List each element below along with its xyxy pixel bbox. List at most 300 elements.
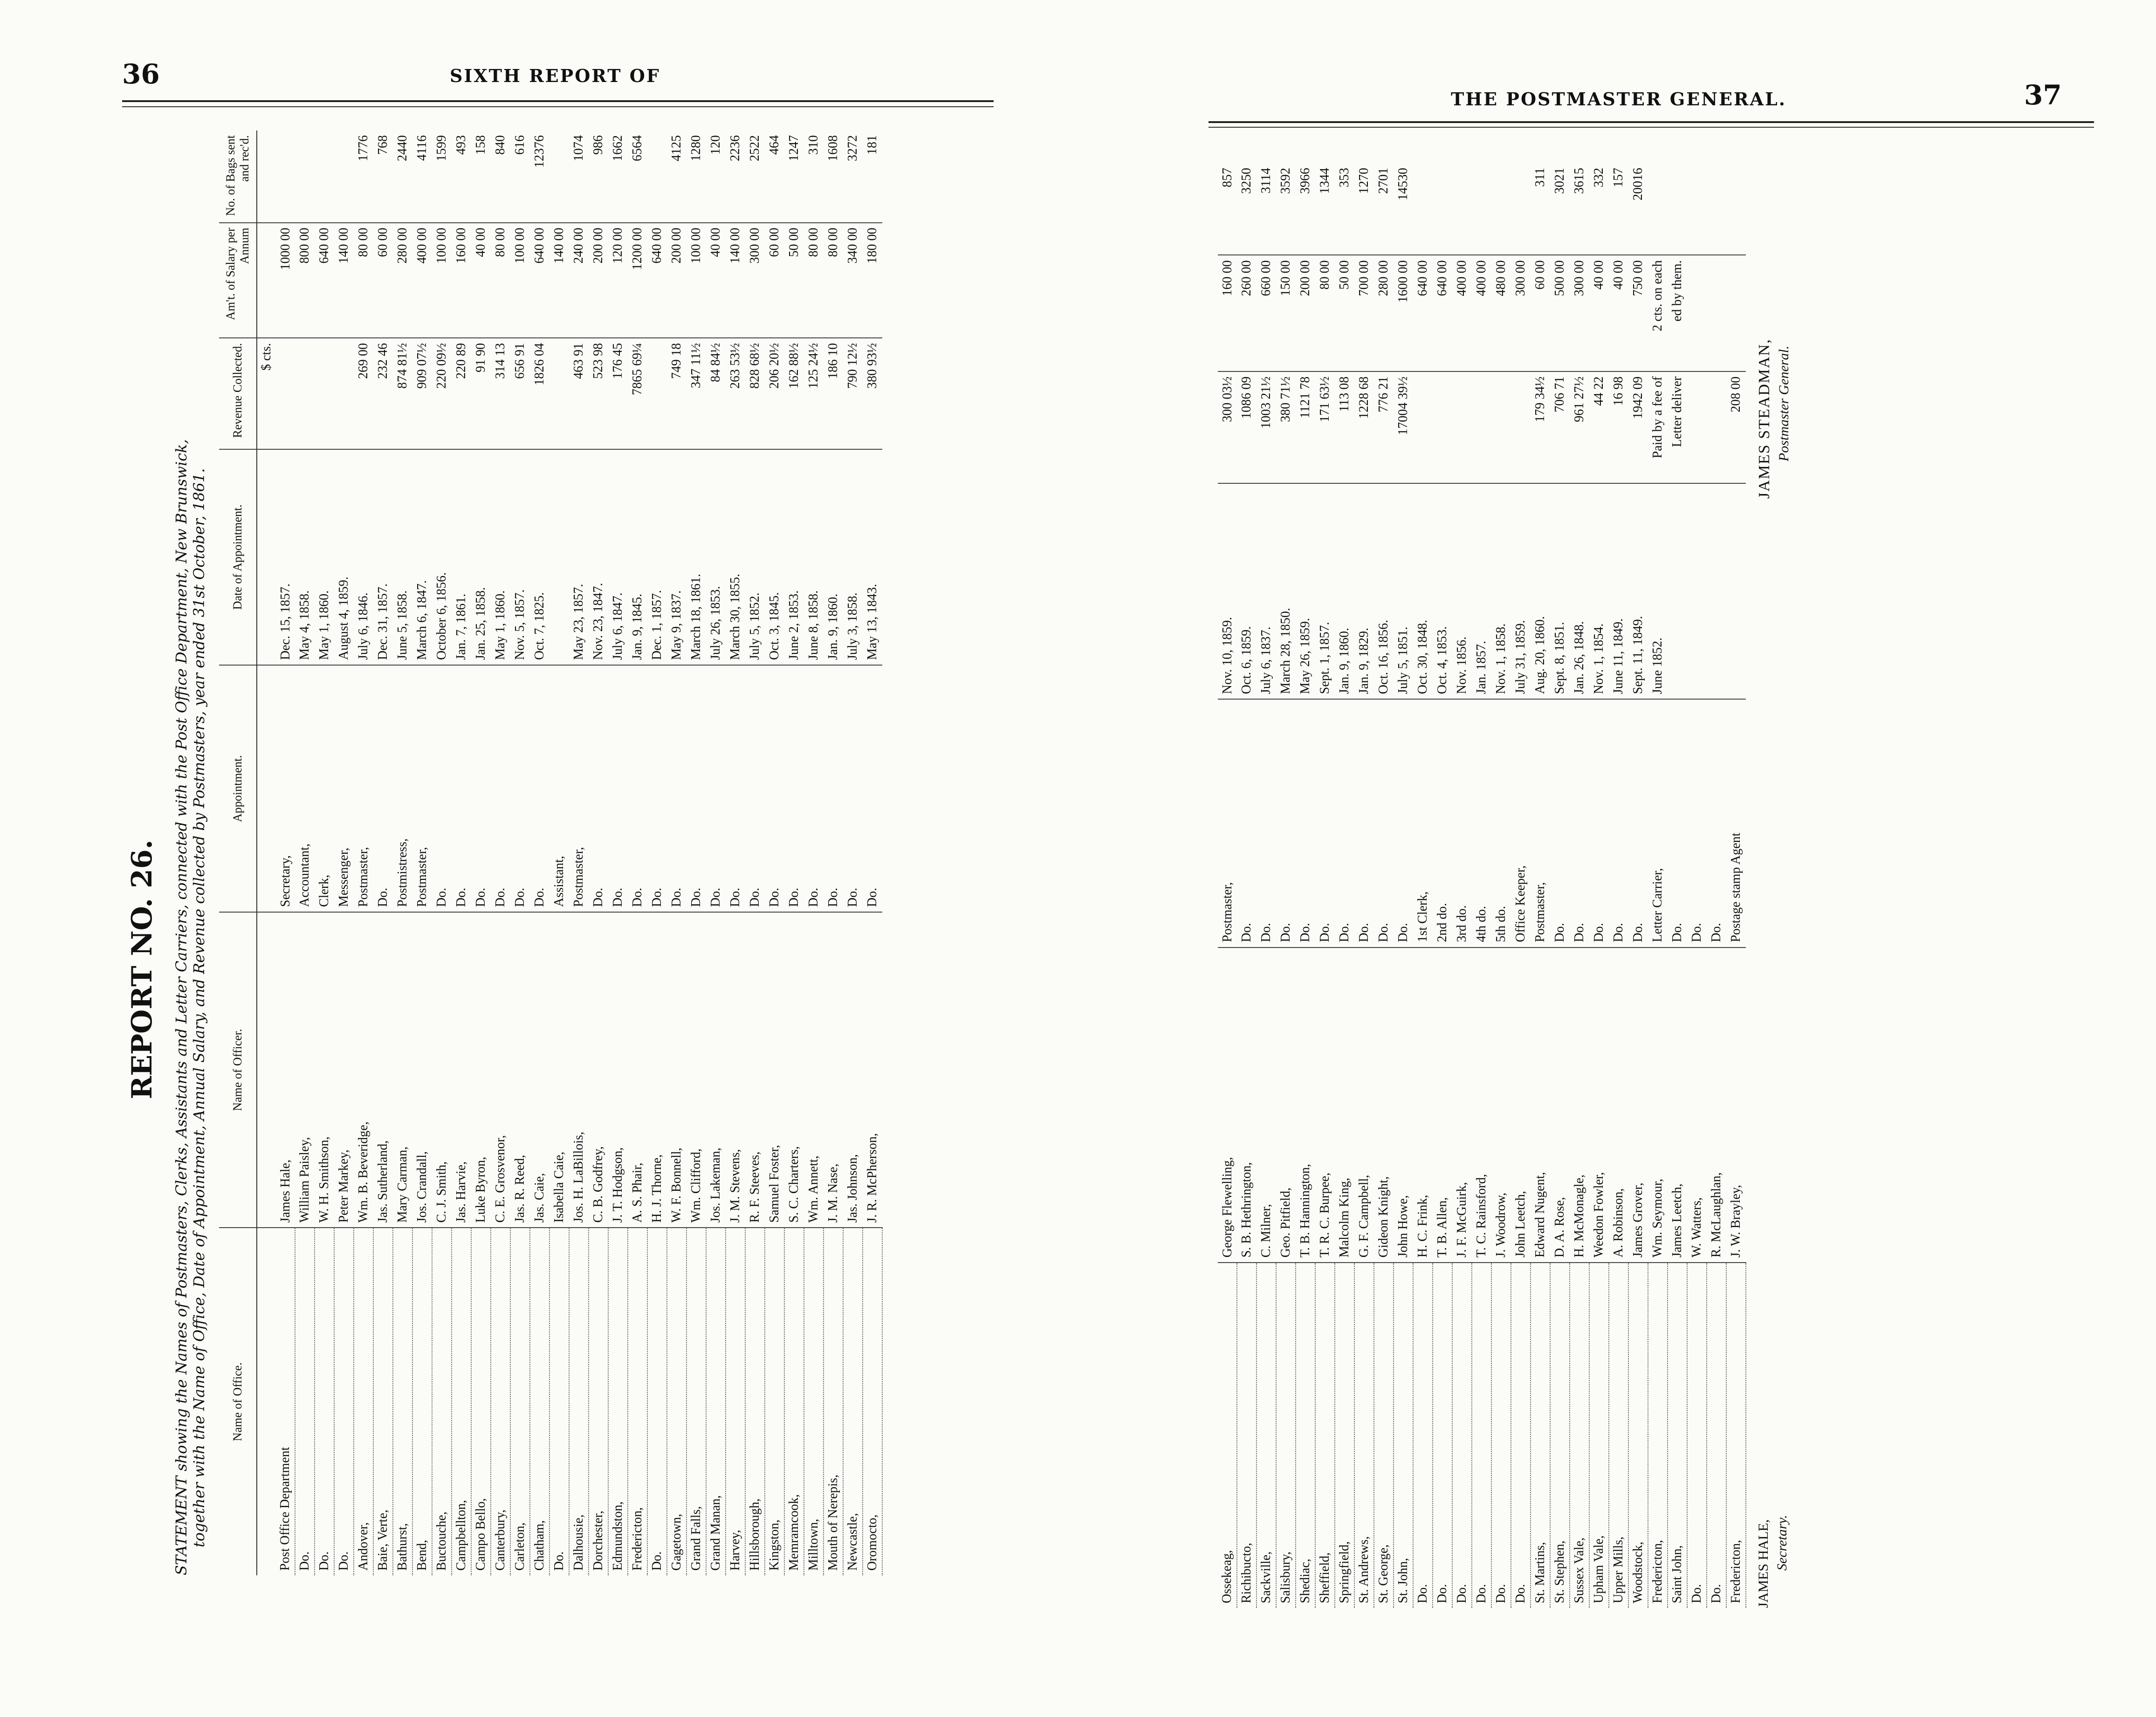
running-head-right: THE POSTMASTER GENERAL. [1451, 89, 1786, 110]
appointment-cell: Postmaster, [354, 665, 373, 912]
officer-name-cell: Luke Byron, [471, 912, 491, 1228]
appointment-date-cell: July 5, 1851. [1394, 483, 1413, 699]
table-row [1491, 163, 1511, 1608]
bags-cell: 3250 [1239, 168, 1254, 194]
officer-name-cell: Peter Markey, [334, 912, 354, 1228]
appointment-date-cell: Jan. 26, 1848. [1570, 483, 1589, 699]
appointment-date-cell [549, 449, 569, 666]
table-row [354, 130, 373, 1575]
salary-cell: 640 00 [647, 223, 667, 338]
salary-cell: 640 00 [530, 223, 549, 338]
table-row [1628, 163, 1648, 1608]
left-table-body [257, 130, 882, 1575]
salary-cell: 60 00 [373, 223, 393, 338]
salary-cell: 150 00 [1276, 255, 1296, 371]
appointment-date-cell: Jan. 7, 1861. [452, 449, 471, 666]
table-row [1531, 163, 1550, 1608]
appointment-date-cell: March 30, 1855. [726, 449, 745, 666]
revenue-cell: 179 34½ [1531, 371, 1550, 484]
revenue-cell [1472, 371, 1491, 484]
revenue-cell: Letter deliver [1668, 371, 1687, 484]
appointment-cell: 4th do. [1472, 699, 1491, 947]
appointment-date-cell [1707, 483, 1726, 699]
salary-cell: 40 00 [1609, 255, 1628, 371]
appointment-cell: 1st Clerk, [1413, 699, 1433, 947]
appointment-cell: 3rd do. [1452, 699, 1472, 947]
currency-cell [257, 130, 276, 223]
appointment-cell: Do. [510, 665, 530, 912]
revenue-cell: 208 00 [1726, 371, 1746, 484]
officer-name-cell: T. B. Allen, [1433, 948, 1452, 1263]
bags-cell: 1608 [826, 135, 840, 161]
office-name-cell: Saint John, [1668, 1263, 1687, 1608]
appointment-cell: Do. [647, 665, 667, 912]
salary-cell: 400 00 [1452, 255, 1472, 371]
office-name-cell: Mouth of Nerepis, [824, 1228, 843, 1575]
table-row [412, 130, 432, 1575]
bags-cell: 12376 [532, 135, 547, 168]
appointment-cell: Postmistress, [393, 665, 412, 912]
col-name-of-office: Name of Office. [219, 1228, 257, 1575]
officer-name-cell: S. C. Charters, [784, 912, 804, 1228]
bags-cell: 1280 [689, 135, 703, 161]
office-name-cell: Do. [1707, 1263, 1726, 1608]
appointment-cell: Do. [804, 665, 824, 912]
appointment-date-cell: May 9, 1837. [667, 449, 687, 666]
bags-cell [1433, 163, 1452, 255]
appointment-date-cell: Jan. 1857. [1472, 483, 1491, 699]
table-row [1276, 163, 1296, 1608]
salary-cell: 140 00 [334, 223, 354, 338]
office-name-cell: Fredericton, [1726, 1263, 1746, 1608]
appointment-date-cell: May 1, 1860. [315, 449, 334, 666]
officer-name-cell: T. B. Hannington, [1296, 948, 1315, 1263]
table-row [687, 130, 706, 1575]
revenue-cell: 186 10 [824, 338, 843, 449]
table-row [589, 130, 608, 1575]
appointment-date-cell: Oct. 4, 1853. [1433, 483, 1452, 699]
appointment-cell: Letter Carrier, [1648, 699, 1668, 947]
officer-name-cell: Wm. Seymour, [1648, 948, 1668, 1263]
bags-cell: 3592 [1278, 168, 1293, 194]
appointment-cell: Postmaster, [1218, 699, 1237, 947]
table-row [863, 130, 882, 1575]
appointment-cell: Do. [1335, 699, 1354, 947]
salary-cell: 660 00 [1257, 255, 1276, 371]
appointment-cell: Do. [1257, 699, 1276, 947]
appointment-date-cell: Oct. 6, 1859. [1237, 483, 1257, 699]
bags-cell: 6564 [630, 135, 645, 161]
salary-cell: 40 00 [1589, 255, 1609, 371]
bags-cell: 1599 [434, 135, 449, 161]
bags-cell: 4125 [669, 135, 684, 161]
revenue-cell: 84 84½ [706, 338, 726, 449]
salary-cell: 400 00 [412, 223, 432, 338]
appointment-date-cell: March 28, 1850. [1276, 483, 1296, 699]
office-name-cell: Do. [549, 1228, 569, 1575]
right-page [1078, 0, 2156, 1717]
office-name-cell: Milltown, [804, 1228, 824, 1575]
revenue-cell: 162 88½ [784, 338, 804, 449]
revenue-cell [1511, 371, 1531, 484]
office-name-cell: Do. [315, 1228, 334, 1575]
office-name-cell: Do. [295, 1228, 315, 1575]
revenue-cell: 206 20½ [765, 338, 784, 449]
revenue-cell: Paid by a fee of [1648, 371, 1668, 484]
salary-cell: 240 00 [569, 223, 589, 338]
table-row [706, 130, 726, 1575]
revenue-cell: 380 93½ [863, 338, 882, 449]
office-name-cell: Do. [334, 1228, 354, 1575]
appointment-date-cell: Jan. 9, 1845. [628, 449, 647, 666]
appointment-cell: Do. [1589, 699, 1609, 947]
appointment-cell: 5th do. [1491, 699, 1511, 947]
office-name-cell: Richibucto, [1237, 1263, 1257, 1608]
revenue-cell: 171 63½ [1315, 371, 1335, 484]
office-name-cell: Edmundston, [608, 1228, 628, 1575]
salary-cell: 280 00 [1374, 255, 1394, 371]
bags-cell: 353 [1337, 168, 1352, 187]
bags-cell [1511, 163, 1531, 255]
table-row [276, 130, 295, 1575]
revenue-cell [295, 338, 315, 449]
bags-cell: 1776 [356, 135, 371, 161]
officer-name-cell: Wm. Clifford, [687, 912, 706, 1228]
table-row [726, 130, 745, 1575]
bags-cell [334, 130, 354, 223]
appointment-cell: Do. [530, 665, 549, 912]
bags-cell: 3021 [1552, 168, 1567, 194]
appointment-cell: Postage stamp Agent [1726, 699, 1746, 947]
bags-cell [1648, 163, 1668, 255]
bags-cell: 3272 [845, 135, 860, 161]
office-name-cell: St. John, [1394, 1263, 1413, 1608]
table-row [393, 130, 412, 1575]
salary-cell: 200 00 [1296, 255, 1315, 371]
appointment-cell: Do. [1276, 699, 1296, 947]
appointment-cell: 2nd do. [1433, 699, 1452, 947]
officer-name-cell: R. McLaughlan, [1707, 948, 1726, 1263]
appointment-date-cell: May 13, 1843. [863, 449, 882, 666]
salary-cell: 1600 00 [1394, 255, 1413, 371]
officer-name-cell: Malcolm King, [1335, 948, 1354, 1263]
bags-cell: 1247 [787, 135, 801, 161]
appointment-date-cell: Nov. 1, 1858. [1491, 483, 1511, 699]
appointment-cell: Do. [1354, 699, 1374, 947]
revenue-cell [334, 338, 354, 449]
pmg-title: Postmaster General. [1776, 345, 1792, 461]
officer-name-cell: G. F. Campbell, [1354, 948, 1374, 1263]
officer-name-cell: George Flewelling, [1218, 948, 1237, 1263]
office-name-cell: Campo Bello, [471, 1228, 491, 1575]
office-name-cell: Sackville, [1257, 1263, 1276, 1608]
bags-cell: 2701 [1376, 168, 1391, 194]
appointment-date-cell: Dec. 1, 1857. [647, 449, 667, 666]
salary-cell: 50 00 [784, 223, 804, 338]
report-title: REPORT NO. 26. [126, 839, 158, 1099]
salary-cell: 180 00 [863, 223, 882, 338]
appointment-date-cell: March 18, 1861. [687, 449, 706, 666]
salary-cell: 140 00 [549, 223, 569, 338]
bags-cell: 2236 [728, 135, 742, 161]
col-name-of-officer: Name of Officer. [219, 912, 257, 1228]
table-row [1707, 163, 1726, 1608]
appointment-cell: Do. [784, 665, 804, 912]
table-row [843, 130, 863, 1575]
header-rule-left [122, 100, 994, 102]
officer-name-cell: James Leetch, [1668, 948, 1687, 1263]
salary-cell: 40 00 [706, 223, 726, 338]
header-rule-right [1208, 121, 2094, 123]
col-appointment: Appointment. [219, 665, 257, 912]
revenue-cell [549, 338, 569, 449]
revenue-cell: 776 21 [1374, 371, 1394, 484]
salary-cell: ed by them. [1668, 255, 1687, 371]
revenue-cell: 232 46 [373, 338, 393, 449]
office-name-cell: Baie, Verte, [373, 1228, 393, 1575]
appointment-cell: Do. [1374, 699, 1394, 947]
office-name-cell: Do. [1511, 1263, 1531, 1608]
salary-cell: 100 00 [432, 223, 452, 338]
revenue-cell: 7865 69¼ [628, 338, 647, 449]
appointment-date-cell: July 31, 1859. [1511, 483, 1531, 699]
officer-name-cell: H. McMonagle, [1570, 948, 1589, 1263]
office-name-cell: Dalhousie, [569, 1228, 589, 1575]
revenue-cell: 1228 68 [1354, 371, 1374, 484]
salary-cell: 200 00 [589, 223, 608, 338]
salary-cell: 1200 00 [628, 223, 647, 338]
officer-name-cell: Wm. B. Beveridge, [354, 912, 373, 1228]
appointment-date-cell: July 3, 1858. [843, 449, 863, 666]
table-row [1472, 163, 1491, 1608]
salary-cell: 80 00 [491, 223, 510, 338]
officer-name-cell: J. M. Stevens, [726, 912, 745, 1228]
officer-name-cell: C. J. Smith, [432, 912, 452, 1228]
currency-cell [257, 912, 276, 1228]
salary-cell: 750 00 [1628, 255, 1648, 371]
table-row [1452, 163, 1472, 1608]
appointment-date-cell: July 5, 1852. [745, 449, 765, 666]
officer-name-cell: J. W. Brayley, [1726, 948, 1746, 1263]
office-name-cell: Newcastle, [843, 1228, 863, 1575]
salary-cell: 2 cts. on each [1648, 255, 1668, 371]
appointment-cell: Do. [589, 665, 608, 912]
table-row [491, 130, 510, 1575]
officer-name-cell: Samuel Foster, [765, 912, 784, 1228]
officer-name-cell: J. T. Hodgson, [608, 912, 628, 1228]
officer-name-cell: J. R. McPherson, [863, 912, 882, 1228]
appointment-cell: Do. [491, 665, 510, 912]
bags-cell: 493 [454, 135, 468, 155]
officer-name-cell: D. A. Rose, [1550, 948, 1570, 1263]
salary-cell: 160 00 [452, 223, 471, 338]
salary-cell: 640 00 [1413, 255, 1433, 371]
right-rotated-block [1218, 163, 1821, 1608]
table-row [1296, 163, 1315, 1608]
salary-cell: 500 00 [1550, 255, 1570, 371]
table-row [295, 130, 315, 1575]
office-name-cell: Buctouche, [432, 1228, 452, 1575]
appointment-cell: Postmaster, [412, 665, 432, 912]
officer-name-cell: Jas. Harvie, [452, 912, 471, 1228]
bags-cell: 3615 [1572, 168, 1586, 194]
bags-cell [295, 130, 315, 223]
officer-name-cell: C. E. Grosvenor, [491, 912, 510, 1228]
appointment-cell: Do. [1550, 699, 1570, 947]
appointment-cell: Do. [1668, 699, 1687, 947]
revenue-cell: 125 24½ [804, 338, 824, 449]
table-row [1374, 163, 1394, 1608]
office-name-cell: Grand Falls, [687, 1228, 706, 1575]
officer-name-cell: Gideon Knight, [1374, 948, 1394, 1263]
table-row [1394, 163, 1413, 1608]
bags-cell: 332 [1592, 168, 1606, 187]
table-row [432, 130, 452, 1575]
appointment-cell: Clerk, [315, 665, 334, 912]
table-row [1237, 163, 1257, 1608]
bags-cell [1726, 163, 1746, 255]
currency-cell [257, 449, 276, 666]
left-table [219, 130, 883, 1575]
appointment-date-cell: May 23, 1857. [569, 449, 589, 666]
table-row [1218, 163, 1237, 1608]
appointment-date-cell: May 26, 1859. [1296, 483, 1315, 699]
appointment-date-cell: Nov. 1856. [1452, 483, 1472, 699]
officer-name-cell: Jas. R. Reed, [510, 912, 530, 1228]
bags-cell: 120 [708, 135, 723, 155]
revenue-cell: 44 22 [1589, 371, 1609, 484]
table-row [824, 130, 843, 1575]
revenue-cell [1491, 371, 1511, 484]
salary-cell: 50 00 [1335, 255, 1354, 371]
table-row [1668, 163, 1687, 1608]
officer-name-cell: W. H. Smithson, [315, 912, 334, 1228]
table-row [315, 130, 334, 1575]
appointment-date-cell: Oct. 3, 1845. [765, 449, 784, 666]
bags-cell: 464 [767, 135, 782, 155]
appointment-date-cell: Jan. 9, 1860. [1335, 483, 1354, 699]
appointment-cell: Do. [745, 665, 765, 912]
appointment-date-cell: Sept. 1, 1857. [1315, 483, 1335, 699]
office-name-cell: Carleton, [510, 1228, 530, 1575]
appointment-date-cell: June 11, 1849. [1609, 483, 1628, 699]
salary-cell: 800 00 [295, 223, 315, 338]
appointment-cell: Do. [765, 665, 784, 912]
salary-cell: 120 00 [608, 223, 628, 338]
appointment-date-cell: May 4, 1858. [295, 449, 315, 666]
table-row [510, 130, 530, 1575]
revenue-cell: 790 12½ [843, 338, 863, 449]
revenue-cell: 314 13 [491, 338, 510, 449]
revenue-cell: 874 81½ [393, 338, 412, 449]
appointment-cell: Do. [452, 665, 471, 912]
office-name-cell: Do. [647, 1228, 667, 1575]
table-row [608, 130, 628, 1575]
officer-name-cell: Jos. Lakeman, [706, 912, 726, 1228]
appointment-cell: Messenger, [334, 665, 354, 912]
salary-cell: 80 00 [804, 223, 824, 338]
appointment-cell: Office Keeper, [1511, 699, 1531, 947]
table-row [1687, 163, 1707, 1608]
col-bags: No. of Bags sent and rec'd. [219, 130, 257, 223]
bags-cell: 14530 [1396, 168, 1410, 200]
officer-name-cell: John Howe, [1394, 948, 1413, 1263]
salary-cell: 280 00 [393, 223, 412, 338]
bags-cell: 1662 [611, 135, 625, 161]
page-number-left: 36 [122, 58, 160, 90]
appointment-date-cell: October 6, 1856. [432, 449, 452, 666]
appointment-cell: Do. [608, 665, 628, 912]
office-name-cell: Do. [1433, 1263, 1452, 1608]
revenue-cell: 961 27½ [1570, 371, 1589, 484]
bags-cell [315, 130, 334, 223]
bags-cell: 857 [1220, 168, 1235, 187]
right-table [1218, 163, 1746, 1608]
salary-cell: 160 00 [1218, 255, 1237, 371]
revenue-cell: 300 03½ [1218, 371, 1237, 484]
appointment-cell: Do. [687, 665, 706, 912]
appointment-date-cell: Nov. 5, 1857. [510, 449, 530, 666]
officer-name-cell: Jas. Sutherland, [373, 912, 393, 1228]
bags-cell: 1344 [1318, 168, 1332, 194]
officer-name-cell: J. M. Nase, [824, 912, 843, 1228]
salary-cell: 640 00 [315, 223, 334, 338]
officer-name-cell: W. Watters, [1687, 948, 1707, 1263]
appointment-date-cell: Aug. 20, 1860. [1531, 483, 1550, 699]
currency-cell: $ cts. [257, 338, 276, 449]
officer-name-cell: J. F. McGuirk, [1452, 948, 1472, 1263]
salary-cell: 200 00 [667, 223, 687, 338]
table-row [1257, 163, 1276, 1608]
table-row [471, 130, 491, 1575]
table-row [334, 130, 354, 1575]
office-name-cell: Bend, [412, 1228, 432, 1575]
revenue-cell: 220 09½ [432, 338, 452, 449]
revenue-cell: 17004 39½ [1394, 371, 1413, 484]
appointment-date-cell: July 6, 1837. [1257, 483, 1276, 699]
office-name-cell: St. Stephen, [1550, 1263, 1570, 1608]
appointment-date-cell: May 1, 1860. [491, 449, 510, 666]
office-name-cell: Fredericton, [628, 1228, 647, 1575]
officer-name-cell: James Grover, [1628, 948, 1648, 1263]
officer-name-cell: T. C. Rainsford, [1472, 948, 1491, 1263]
appointment-date-cell: Oct. 30, 1848. [1413, 483, 1433, 699]
header-rule-left-2 [122, 106, 994, 107]
appointment-cell: Do. [1315, 699, 1335, 947]
revenue-cell: 523 98 [589, 338, 608, 449]
appointment-date-cell: Jan. 25, 1858. [471, 449, 491, 666]
salary-cell: 60 00 [1531, 255, 1550, 371]
revenue-cell: 263 53½ [726, 338, 745, 449]
table-row [373, 130, 393, 1575]
office-name-cell: Grand Manan, [706, 1228, 726, 1575]
appointment-date-cell [1668, 483, 1687, 699]
bags-cell: 181 [865, 135, 879, 155]
secretary-name: JAMES HALE, [1756, 1519, 1771, 1608]
table-row [1511, 163, 1531, 1608]
currency-cell [257, 223, 276, 338]
appointment-cell: Do. [1609, 699, 1628, 947]
appointment-cell: Do. [863, 665, 882, 912]
appointment-cell: Do. [1237, 699, 1257, 947]
salary-cell: 300 00 [1570, 255, 1589, 371]
appointment-cell: Do. [1394, 699, 1413, 947]
revenue-cell: 463 91 [569, 338, 589, 449]
appointment-date-cell [1726, 483, 1746, 699]
bags-cell: 1270 [1357, 168, 1371, 194]
bags-cell [647, 130, 667, 223]
office-name-cell: St. George, [1374, 1263, 1394, 1608]
